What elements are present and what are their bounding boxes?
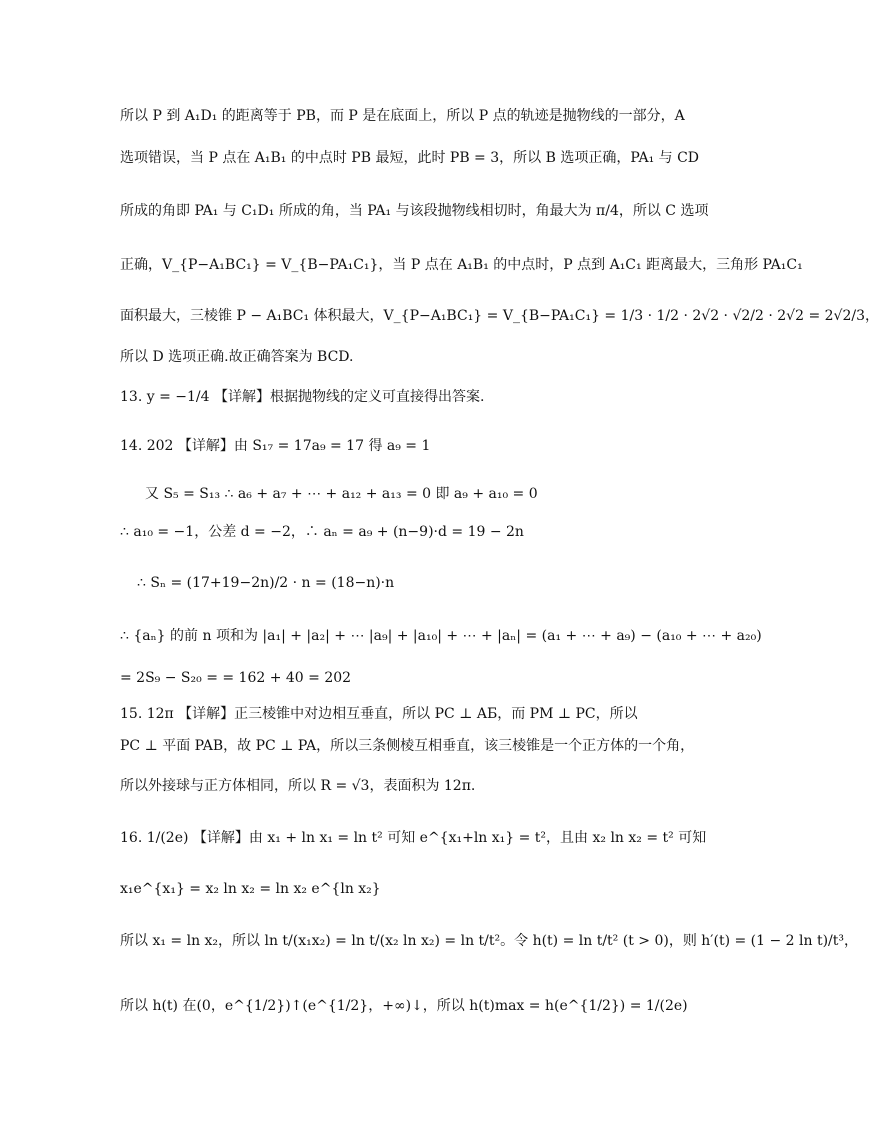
answer-16-line-3: 所以 x₁ = ln x₂，所以 ln t/(x₁x₂) = ln t/(x₂ ln x₂) = ln t/t²。令 h(t) = ln t/t² (t > 0)，则 h′(t) = (1 − 2 ln t)/t³， bbox=[120, 933, 859, 949]
answer-14-line-6: = 2S₉ − S₂₀ = = 162 + 40 = 202 bbox=[120, 670, 352, 686]
answer-16: 16. 1/(2e) 【详解】由 x₁ + ln x₁ = ln t² 可知 e^{x₁+ln x₁} = t²，且由 x₂ ln x₂ = t² 可知 bbox=[120, 830, 707, 846]
text-line-1: 所以 P 到 A₁D₁ 的距离等于 PB，而 P 是在底面上，所以 P 点的轨迹是抛物线的一部分，A bbox=[120, 108, 685, 124]
answer-15-line-3: 所以外接球与正方体相同，所以 R = √3，表面积为 12π. bbox=[120, 778, 476, 794]
text-line-2: 选项错误，当 P 点在 A₁B₁ 的中点时 PB 最短，此时 PB = 3，所以 B 选项正确，PA₁ 与 CD bbox=[120, 150, 700, 166]
text-line-6: 所以 D 选项正确.故正确答案为 BCD. bbox=[120, 349, 354, 365]
answer-16-line-4: 所以 h(t) 在(0，e^{1/2})↑(e^{1/2}，+∞)↓，所以 h(t)max = h(e^{1/2}) = 1/(2e) bbox=[120, 998, 688, 1014]
answer-14-line-3: ∴ a₁₀ = −1，公差 d = −2，∴ aₙ = a₉ + (n−9)·d = 19 − 2n bbox=[120, 524, 524, 540]
answer-14-line-2: 又 S₅ = S₁₃ ∴ a₆ + a₇ + ⋯ + a₁₂ + a₁₃ = 0 即 a₉ + a₁₀ = 0 bbox=[145, 486, 538, 502]
text-line-4: 正确，V_{P−A₁BC₁} = V_{B−PA₁C₁}，当 P 点在 A₁B₁ 的中点时，P 点到 A₁C₁ 距离最大，三角形 PA₁C₁ bbox=[120, 257, 803, 273]
text-line-5: 面积最大，三棱锥 P − A₁BC₁ 体积最大，V_{P−A₁BC₁} = V_{B−PA₁C₁} = 1/3 · 1/2 · 2√2 · √2/2 · 2√2 = 2√2/3， bbox=[120, 308, 879, 324]
answer-15-line-2: PC ⊥ 平面 PAB，故 PC ⊥ PA，所以三条侧棱互相垂直，该三棱锥是一个正方体的一个角， bbox=[120, 738, 695, 754]
text-line-3: 所成的角即 PA₁ 与 C₁D₁ 所成的角，当 PA₁ 与该段抛物线相切时，角最大为 π/4，所以 C 选项 bbox=[120, 203, 709, 219]
answer-14: 14. 202 【详解】由 S₁₇ = 17a₉ = 17 得 a₉ = 1 bbox=[120, 438, 431, 454]
answer-16-line-2: x₁e^{x₁} = x₂ ln x₂ = ln x₂ e^{ln x₂} bbox=[120, 881, 381, 897]
answer-15: 15. 12π 【详解】正三棱锥中对边相互垂直，所以 PC ⊥ AБ，而 PM ⊥ PC，所以 bbox=[120, 706, 638, 722]
answer-13: 13. y = −1/4 【详解】根据抛物线的定义可直接得出答案. bbox=[120, 389, 485, 405]
answer-14-line-5: ∴ {aₙ} 的前 n 项和为 |a₁| + |a₂| + ⋯ |a₉| + |a₁₀| + ⋯ + |aₙ| = (a₁ + ⋯ + a₉) − (a₁₀ + ⋯ + a₂₀) bbox=[120, 628, 762, 644]
answer-14-line-4: ∴ Sₙ = (17+19−2n)/2 · n = (18−n)·n bbox=[137, 575, 395, 591]
